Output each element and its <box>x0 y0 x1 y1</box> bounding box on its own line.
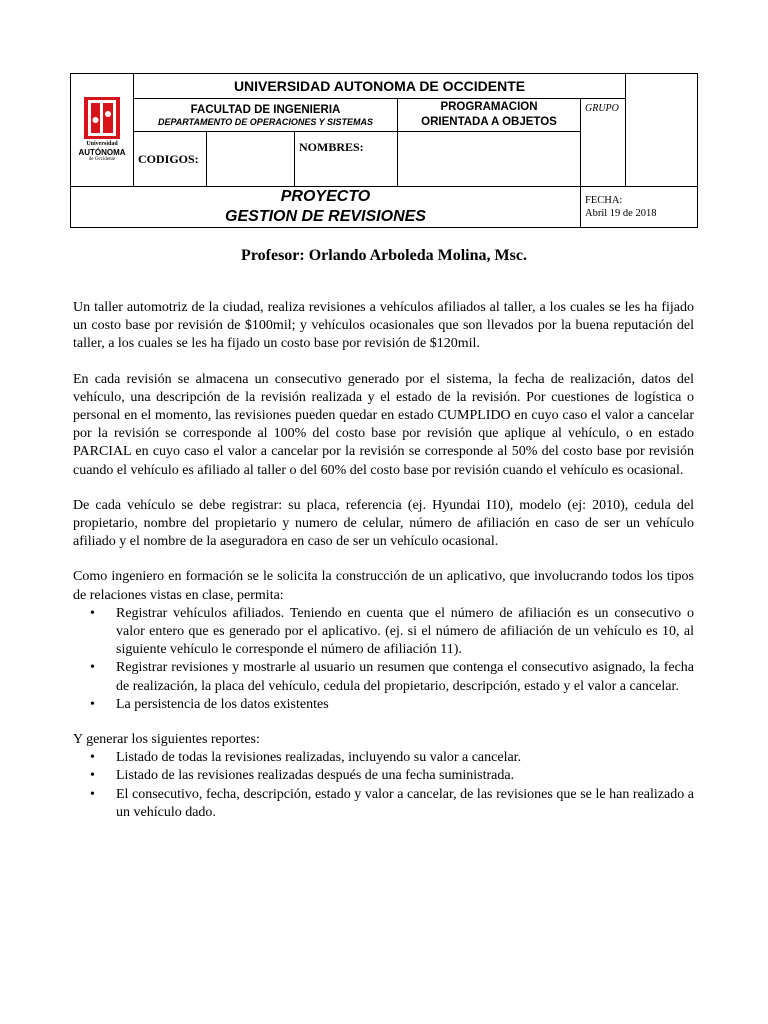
uao-logo-icon <box>84 97 120 139</box>
faculty-cell <box>134 99 398 132</box>
bullet-icon: • <box>90 605 95 621</box>
list-item: • Registrar revisiones y mostrarle al usuario un resumen que contenga el consecutivo asignado, la fecha de realización, la placa del vehículo, cedula del propietario, descripción, estado y el valor a cancelar. <box>90 660 694 694</box>
paragraph-3: De cada vehículo se debe registrar: su placa, referencia (ej. Hyundai I10), modelo (ej: 2010), cedula del propietario, nombre del propietario y numero de celular, número de afiliación en caso de ser un vehículo afiliado y el nombre de la aseguradora en caso de ser un vehículo ocasional. <box>73 497 694 550</box>
list-item: • La persistencia de los datos existentes <box>73 696 694 714</box>
university-name: UNIVERSIDAD AUTONOMA DE OCCIDENTE <box>134 74 626 99</box>
codes-label: CODIGOS: <box>134 132 207 187</box>
bullet-icon: • <box>90 696 95 712</box>
course-cell <box>398 99 581 132</box>
document-body <box>73 299 694 822</box>
paragraph-5: Y generar los siguientes reportes: <box>73 732 260 748</box>
header-table <box>70 73 698 228</box>
paragraph-4: Como ingeniero en formación se le solicita la construcción de un aplicativo, que involucrando todos los tipos de relaciones vistas en clase, permita: <box>73 569 694 603</box>
names-label: NOMBRES: <box>295 132 398 187</box>
requirements-list <box>73 605 694 714</box>
codes-value <box>207 132 295 187</box>
date-value: Abril 19 de 2018 <box>585 208 657 219</box>
logo-text-2: AUTÓNOMA <box>78 148 126 157</box>
project-line-2: GESTION DE REVISIONES <box>225 208 426 225</box>
list-item: • Listado de todas la revisiones realizadas, incluyendo su valor a cancelar. <box>73 749 694 767</box>
department-name: DEPARTAMENTO DE OPERACIONES Y SISTEMAS <box>157 116 374 127</box>
logo-text-3: de Occidente <box>88 157 116 162</box>
list-item: • Listado de las revisiones realizadas después de una fecha suministrada. <box>73 767 694 785</box>
professor-heading: Profesor: Orlando Arboleda Molina, Msc. <box>241 247 527 264</box>
list-item: • El consecutivo, fecha, descripción, estado y valor a cancelar, de las revisiones que se le han realizado a un vehículo dado. <box>90 786 694 820</box>
faculty-name: FACULTAD DE INGENIERIA <box>190 103 341 116</box>
bullet-icon: • <box>90 660 95 676</box>
bullet-icon: • <box>90 786 95 802</box>
project-title-cell <box>71 187 581 228</box>
paragraph-1: Un taller automotriz de la ciudad, realiza revisiones a vehículos afiliados al taller, a los cuales se les ha fijado un costo base por revisión de $100mil; y vehículos ocasionales que son llevados por la buena reputación del taller, a los cuales se les ha fijado un costo base por revisión de $120mil. <box>73 300 694 352</box>
date-cell <box>581 187 698 228</box>
names-value <box>398 132 581 187</box>
blank-cell <box>626 74 698 187</box>
project-line-1: PROYECTO <box>280 188 371 205</box>
paragraph-2: En cada revisión se almacena un consecutivo generado por el sistema, la fecha de realización, datos del vehículo, una descripción de la revisión realizada y el estado de la revisión. Por cuestiones de logística o personal en el momento, las revisiones pueden quedar en estado CUMPLIDO en cuyo caso el valor a cancelar por la revisión se corresponde al 100% del costo base por revisión que aplique al vehículo, o en estado PARCIAL en cuyo caso el valor a cancelar por la revisión se corresponde al 50% del costo base por revisión cuando el vehículo es afiliado al taller o del 60% del costo base por revisión cuando el vehículo es ocasional. <box>73 371 694 478</box>
bullet-icon: • <box>90 750 95 766</box>
date-label: FECHA: <box>585 195 623 206</box>
bullet-icon: • <box>90 768 95 784</box>
reports-list <box>73 749 694 822</box>
course-line-2: ORIENTADA A OBJETOS <box>421 116 557 128</box>
list-item: • Registrar vehículos afiliados. Teniendo en cuenta que el número de afiliación es un consecutivo o valor entero que es generado por el aplicativo. (ej. si el número de afiliación de un vehículo es 10, al siguiente vehículo le corresponde el número de afiliación 11). <box>90 605 694 658</box>
course-line-1: PROGRAMACION <box>440 101 538 113</box>
logo-text-1: Universidad <box>86 141 118 147</box>
university-logo <box>71 74 134 187</box>
group-label: GRUPO <box>581 99 626 187</box>
